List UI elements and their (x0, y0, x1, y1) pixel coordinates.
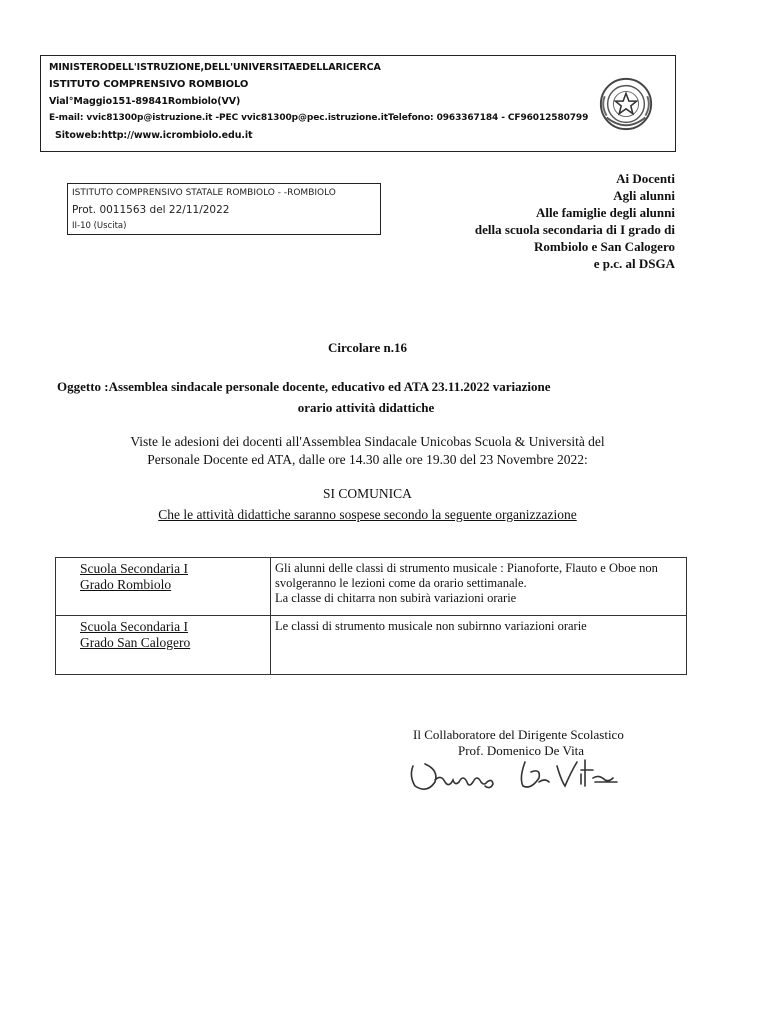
note-line: La classe di chitarra non subirà variazioni orarie (275, 591, 517, 605)
protocol-number: Prot. 0011563 del 22/11/2022 (72, 204, 230, 216)
body-paragraph (0, 433, 735, 469)
protocol-class: II-10 (Uscita) (72, 221, 127, 231)
note-cell (271, 616, 687, 675)
organization-intro: Che le attività didattiche saranno sospese secondo la seguente organizzazione (158, 507, 577, 522)
protocol-institute: ISTITUTO COMPRENSIVO STATALE ROMBIOLO - -ROMBIOLO (72, 188, 336, 198)
protocol-stamp (67, 183, 381, 235)
school-name: ISTITUTO COMPRENSIVO ROMBIOLO (49, 79, 249, 90)
note-line: svolgeranno le lezioni come da orario settimanale. (275, 576, 527, 590)
table-row (56, 616, 687, 675)
si-comunica-heading: SI COMUNICA (323, 486, 412, 501)
recipient-line: Agli alunni (613, 188, 675, 203)
note-line: Gli alunni delle classi di strumento musicale : Pianoforte, Flauto e Oboe non (275, 561, 658, 575)
body-line: Viste le adesioni dei docenti all'Assemblea Sindacale Unicobas Scuola & Università del (130, 434, 605, 449)
school-contacts: E-mail: vvic81300p@istruzione.it -PEC vvic81300p@pec.istruzione.itTelefono: 0963367184 - CF96012580799 (49, 113, 589, 123)
school-cell-line: Grado Rombiolo (80, 577, 172, 592)
subject-line: orario attività didattiche (297, 400, 435, 415)
handwritten-signature (405, 752, 620, 796)
table-row (56, 558, 687, 616)
school-cell-line: Scuola Secondaria I (80, 619, 188, 634)
subject-line: Oggetto :Assemblea sindacale personale docente, educativo ed ATA 23.11.2022 variazione (57, 379, 551, 394)
subject-block (57, 376, 675, 418)
signatory-name: Prof. Domenico De Vita (458, 743, 585, 758)
school-cell (56, 616, 271, 675)
schedule-table (55, 557, 687, 675)
school-cell (56, 558, 271, 616)
recipient-line: Rombiolo e San Calogero (534, 239, 675, 254)
circolare-title: Circolare n.16 (328, 340, 407, 355)
ministry-name: MINISTERODELL'ISTRUZIONE,DELL'UNIVERSITAEDELLARICERCA (49, 62, 381, 73)
note-line: Le classi di strumento musicale non subirnno variazioni orarie (275, 619, 587, 633)
school-address: Vial°Maggio151-89841Rombiolo(VV) (49, 96, 241, 107)
recipient-line: Alle famiglie degli alunni (535, 205, 675, 220)
school-website: Sitoweb:http://www.icrombiolo.edu.it (55, 130, 253, 141)
recipient-line: Ai Docenti (616, 171, 675, 186)
recipient-line: della scuola secondaria di I grado di (474, 222, 675, 237)
note-cell (271, 558, 687, 616)
school-cell-line: Scuola Secondaria I (80, 561, 188, 576)
recipient-line: e p.c. al DSGA (593, 256, 675, 271)
body-line: Personale Docente ed ATA, dalle ore 14.30 alle ore 19.30 del 23 Novembre 2022: (147, 452, 588, 467)
recipients-block (475, 170, 675, 272)
school-cell-line: Grado San Calogero (80, 635, 191, 650)
signatory-role: Il Collaboratore del Dirigente Scolastico (413, 727, 624, 742)
letterhead-box (40, 55, 676, 152)
republic-emblem-icon (597, 75, 655, 133)
